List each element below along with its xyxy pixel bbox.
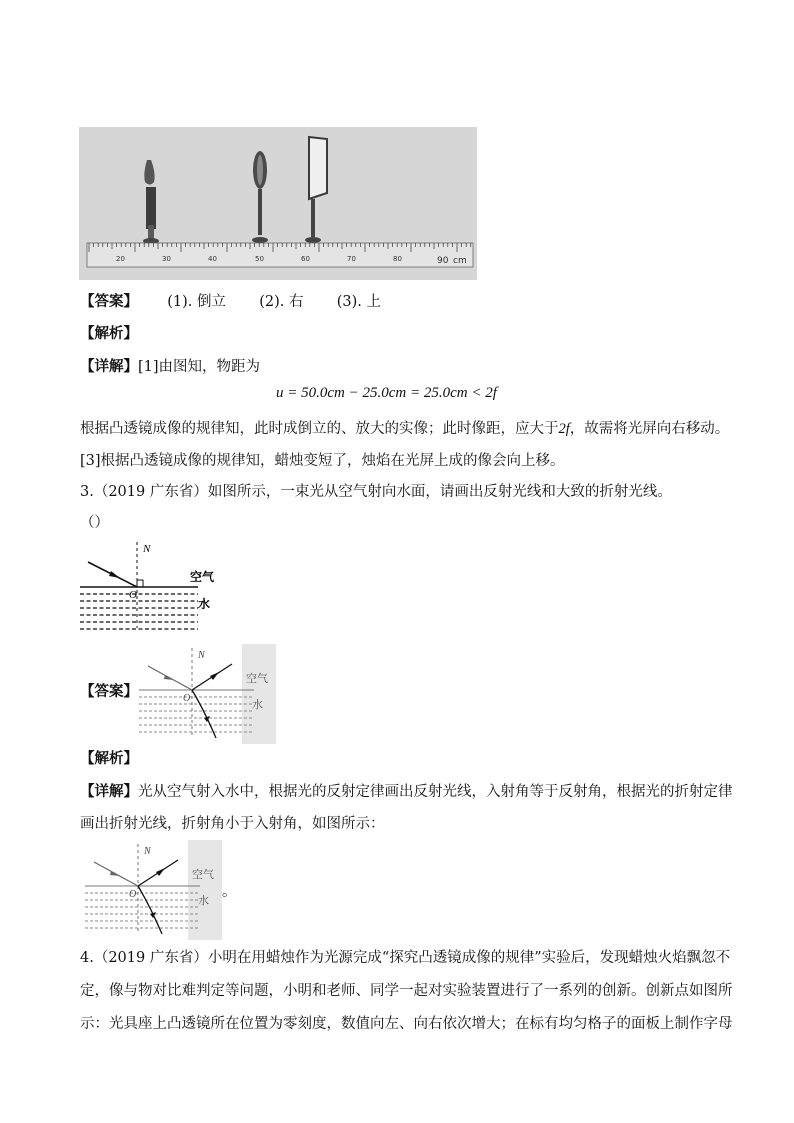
- q3-end-mark: 。: [222, 884, 237, 900]
- detail-text: ，故需将光屏向右移动。: [569, 421, 730, 437]
- answer-item: (1). 倒立: [167, 294, 226, 310]
- scale-number: 40: [208, 255, 217, 263]
- q3-blank: （）: [80, 515, 109, 531]
- q3-detail-line1: [80, 782, 733, 802]
- label-water: 水: [198, 894, 209, 907]
- answer-item: (3). 上: [336, 294, 381, 310]
- label-O: O: [129, 589, 137, 601]
- q2-answer-row: [80, 292, 381, 312]
- label-O: O: [183, 693, 191, 704]
- q2-formula: u = 50.0cm − 25.0cm = 25.0cm < 2f: [276, 385, 497, 401]
- q3-analysis-label: 【解析】: [80, 750, 138, 767]
- q3-answer-figure: [134, 644, 276, 744]
- detail-label: 【详解】: [80, 783, 138, 800]
- q4-line3: 示：光具座上凸透镜所在位置为零刻度，数值向左、向右依次增大；在标有均匀格子的面板上制作字母: [80, 1016, 733, 1032]
- detail-label: 【详解】: [80, 358, 138, 375]
- q3-question-figure: [80, 538, 230, 638]
- q2-detail-line3: [3]根据凸透镜成像的规律知，蜡烛变短了，烛焰在光屏上成的像会向上移。: [80, 453, 565, 469]
- q2-detail-line1: [80, 357, 260, 377]
- scale-number: 20: [116, 255, 125, 263]
- label-O: O: [129, 889, 137, 900]
- q3-detail-figure: [80, 840, 222, 940]
- q3-answer-label: 【答案】: [80, 683, 138, 700]
- answer-item: (2). 右: [259, 294, 304, 310]
- q2-detail-line2: [80, 419, 729, 439]
- scale-number: 60: [301, 255, 310, 263]
- analysis-label: 【解析】: [80, 325, 138, 342]
- q4-line1: 4.（2019 广东省）小明在用蜡烛作为光源完成“探究凸透镜成像的规律”实验后，发现蜡烛火焰飘忽不: [80, 950, 731, 966]
- scale-number: 90: [437, 256, 449, 266]
- q3-detail-line2: 画出折射光线，折射角小于入射角，如图所示：: [80, 816, 385, 832]
- label-air: 空气: [246, 672, 268, 685]
- detail-text: 根据凸透镜成像的规律知，此时成倒立的、放大的实像；此时像距，应大于: [80, 421, 559, 437]
- scale-number: 70: [347, 255, 356, 263]
- q4-line2: 定，像与物对比难判定等问题，小明和老师、同学一起对实验装置进行了一系列的创新。创新点如图所: [80, 983, 733, 999]
- scale-number: 50: [255, 255, 264, 263]
- q3-question: 3.（2019 广东省）如图所示，一束光从空气射向水面，请画出反射光线和大致的折射光线。: [80, 484, 672, 500]
- scale-number: 80: [393, 255, 402, 263]
- label-N: N: [144, 846, 151, 857]
- scale-unit: cm: [453, 256, 467, 266]
- optical-bench-photo: [79, 127, 477, 280]
- math-2f: 2f: [558, 421, 570, 437]
- optical-bench-illustration: [79, 127, 477, 280]
- label-N: N: [143, 543, 151, 555]
- label-N: N: [198, 650, 205, 661]
- scale-number: 30: [162, 255, 171, 263]
- label-water: 水: [198, 597, 211, 611]
- label-air: 空气: [192, 868, 214, 881]
- label-air: 空气: [190, 570, 215, 584]
- detail-text: 光从空气射入水中，根据光的反射定律画出反射光线，入射角等于反射角，根据光的折射定律: [138, 784, 733, 800]
- detail-text: [1]由图知，物距为: [138, 359, 261, 375]
- label-water: 水: [252, 698, 263, 711]
- answer-label: 【答案】: [80, 293, 138, 310]
